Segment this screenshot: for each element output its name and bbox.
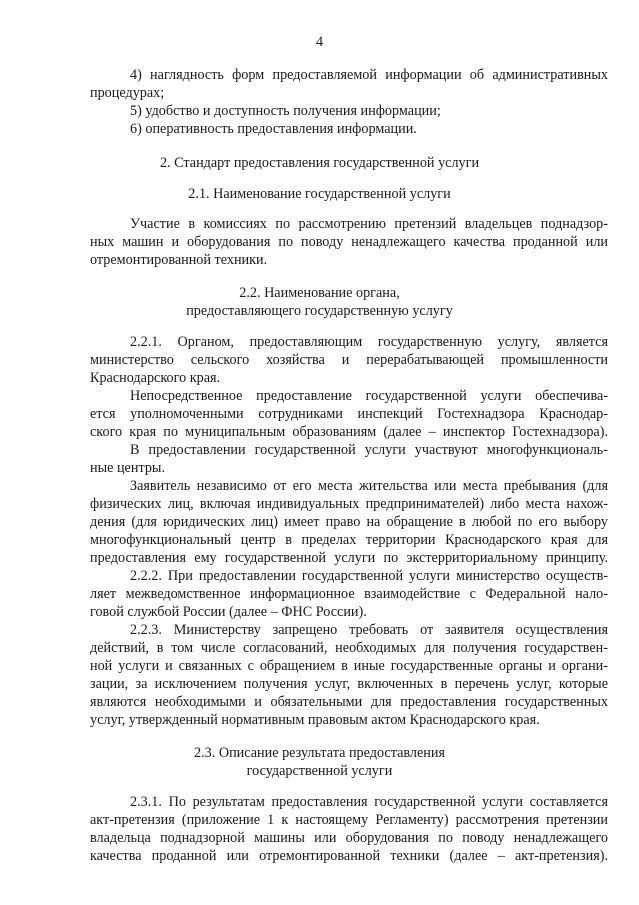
paragraph-line: действий, в том числе согласований, необходимых для получения государствен- xyxy=(90,640,608,656)
paragraph-line: отремонтированной техники. xyxy=(90,252,268,268)
paragraph-line: 2.3.1. По результатам предоставления государственной услуги составляется xyxy=(130,794,608,810)
paragraph-line: Краснодарского края. xyxy=(90,370,221,386)
paragraph-line: 2.2.1. Органом, предоставляющим государственную услугу, является xyxy=(130,334,608,350)
paragraph-line: ского края по муниципальным образованиям (далее – инспектор Гостехнадзора). xyxy=(90,424,608,440)
paragraph-line: Непосредственное предоставление государственной услуги обеспечива- xyxy=(130,388,608,404)
paragraph-line: 2.2.2. При предоставлении государственной услуги министерство осуществ- xyxy=(130,568,608,584)
paragraph-line: Заявитель независимо от его места жительства или места пребывания (для xyxy=(130,478,608,494)
intro-line-2: процедурах; xyxy=(90,85,165,101)
paragraph-line: 2.2.3. Министерству запрещено требовать от заявителя осуществления xyxy=(130,622,608,638)
paragraph-line: ется уполномоченными сотрудниками инспекций Гостехнадзора Краснодар- xyxy=(90,406,608,422)
paragraph-line: предоставления ему государственной услуги по экстерриториальному принципу. xyxy=(90,550,608,566)
subsection-2-1-heading: 2.1. Наименование государственной услуги xyxy=(188,186,451,202)
intro-line-3: 5) удобство и доступность получения информации; xyxy=(130,103,441,119)
paragraph-line: ляет межведомственное информационное взаимодействие с Федеральной нало- xyxy=(90,586,608,602)
paragraph-line: зации, за исключением получения услуг, включенных в перечень услуг, которые xyxy=(90,676,608,692)
paragraph-line: ные центры. xyxy=(90,460,165,476)
paragraph-line: В предоставлении государственной услуги участвуют многофункциональ- xyxy=(130,442,608,458)
paragraph-line: Участие в комиссиях по рассмотрению претензий владельцев поднадзор- xyxy=(130,216,608,232)
paragraph-line: услуг, утвержденный нормативным правовым актом Краснодарского края. xyxy=(90,712,540,728)
intro-line-1: 4) наглядность форм предоставляемой информации об административных xyxy=(130,67,608,83)
paragraph-line: качества проданной или отремонтированной техники (далее – акт-претензия). xyxy=(90,848,608,864)
subsection-2-3-heading-line-2: государственной услуги xyxy=(246,763,393,779)
paragraph-line: являются необходимыми и обязательными для предоставления государственных xyxy=(90,694,608,710)
page-number: 4 xyxy=(315,34,324,50)
subsection-2-2-heading-line-2: предоставляющего государственную услугу xyxy=(186,303,453,319)
subsection-2-2-heading-line-1: 2.2. Наименование органа, xyxy=(239,285,400,301)
paragraph-line: министерство сельского хозяйства и перерабатывающей промышленности xyxy=(90,352,608,368)
paragraph-line: дения (для юридических лиц) имеет право на обращение в любой по его выбору xyxy=(90,514,608,530)
paragraph-line: многофункциональный центр в пределах территории Краснодарского края для xyxy=(90,532,608,548)
paragraph-line: говой службой России (далее – ФНС России). xyxy=(90,604,367,620)
paragraph-line: ной услуги и связанных с обращением в иные государственные органы и органи- xyxy=(90,658,608,674)
intro-line-4: 6) оперативность предоставления информации. xyxy=(130,121,417,137)
paragraph-line: физических лиц, включая индивидуальных предпринимателей) либо места нахож- xyxy=(90,496,608,512)
paragraph-line: ных машин и оборудования по поводу ненадлежащего качества проданной или xyxy=(90,234,608,250)
paragraph-line: владельца поднадзорной машины или оборудования по поводу ненадлежащего xyxy=(90,830,608,846)
section-heading: 2. Стандарт предоставления государственной услуги xyxy=(159,155,480,171)
subsection-2-3-heading-line-1: 2.3. Описание результата предоставления xyxy=(194,745,445,761)
paragraph-line: акт-претензия (приложение 1 к настоящему Регламенту) рассмотрения претензии xyxy=(90,812,608,828)
